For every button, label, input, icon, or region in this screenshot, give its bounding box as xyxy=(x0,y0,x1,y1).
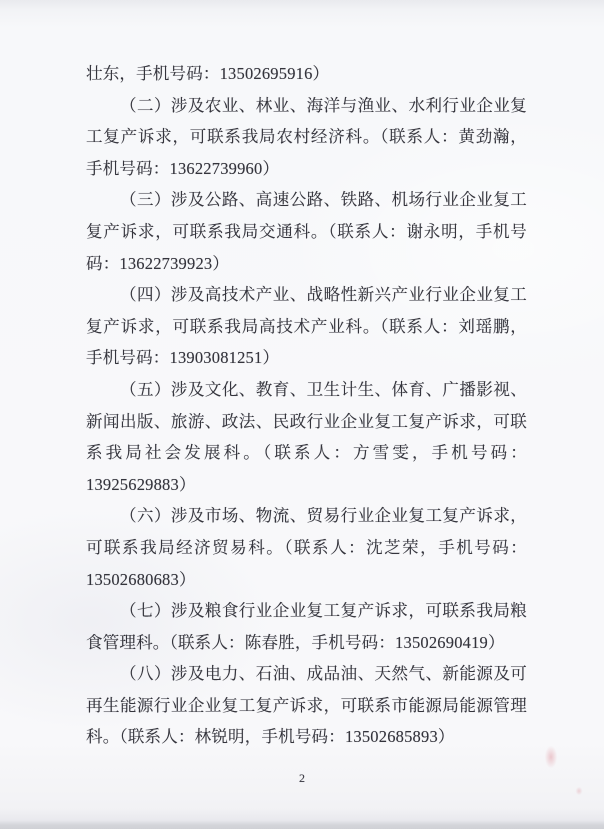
text-line: 手机号码：13622739960） xyxy=(86,158,280,178)
text-line: 13502680683） xyxy=(86,569,196,589)
text-line: （四）涉及高技术产业、战略性新兴产业行业企业复工 xyxy=(120,285,527,305)
text-line: （八）涉及电力、石油、成品油、天然气、新能源及可 xyxy=(120,664,527,684)
text-line: 复产诉求，可联系我局交通科。（联系人：谢永明，手机号 xyxy=(86,221,527,241)
text-line: 手机号码：13903081251） xyxy=(86,348,280,368)
text-line: （六）涉及市场、物流、贸易行业企业复工复产诉求， xyxy=(120,506,527,526)
text-line: 新闻出版、旅游、政法、民政行业企业复工复产诉求，可联 xyxy=(86,411,527,431)
text-line: 复产诉求，可联系我局高技术产业科。（联系人：刘瑶鹏， xyxy=(86,316,527,336)
text-line: 码：13622739923） xyxy=(86,253,230,273)
text-line: 系我局社会发展科。（联系人：方雪雯，手机号码： xyxy=(86,443,527,463)
text-line: （五）涉及文化、教育、卫生计生、体育、广播影视、 xyxy=(120,379,527,399)
text-line: （七）涉及粮食行业企业复工复产诉求，可联系我局粮 xyxy=(120,601,527,621)
text-line: 13925629883） xyxy=(86,474,196,494)
text-line: （二）涉及农业、林业、海洋与渔业、水利行业企业复 xyxy=(120,95,527,115)
text-line: 食管理科。（联系人：陈春胜，手机号码：13502690419） xyxy=(86,632,505,652)
text-line: 工复产诉求，可联系我局农村经济科。（联系人：黄劲瀚， xyxy=(86,127,527,147)
text-line: 壮东，手机号码：13502695916） xyxy=(86,64,330,83)
text-line: 科。（联系人：林锐明，手机号码：13502685893） xyxy=(86,727,455,747)
document-body xyxy=(86,58,527,753)
text-line: （三）涉及公路、高速公路、铁路、机场行业企业复工 xyxy=(120,190,527,210)
text-line: 再生能源行业企业复工复产诉求，可联系市能源局能源管理 xyxy=(86,695,527,715)
page-number: 2 xyxy=(299,771,305,785)
text-line: 可联系我局经济贸易科。（联系人：沈芝荣，手机号码： xyxy=(86,537,527,557)
